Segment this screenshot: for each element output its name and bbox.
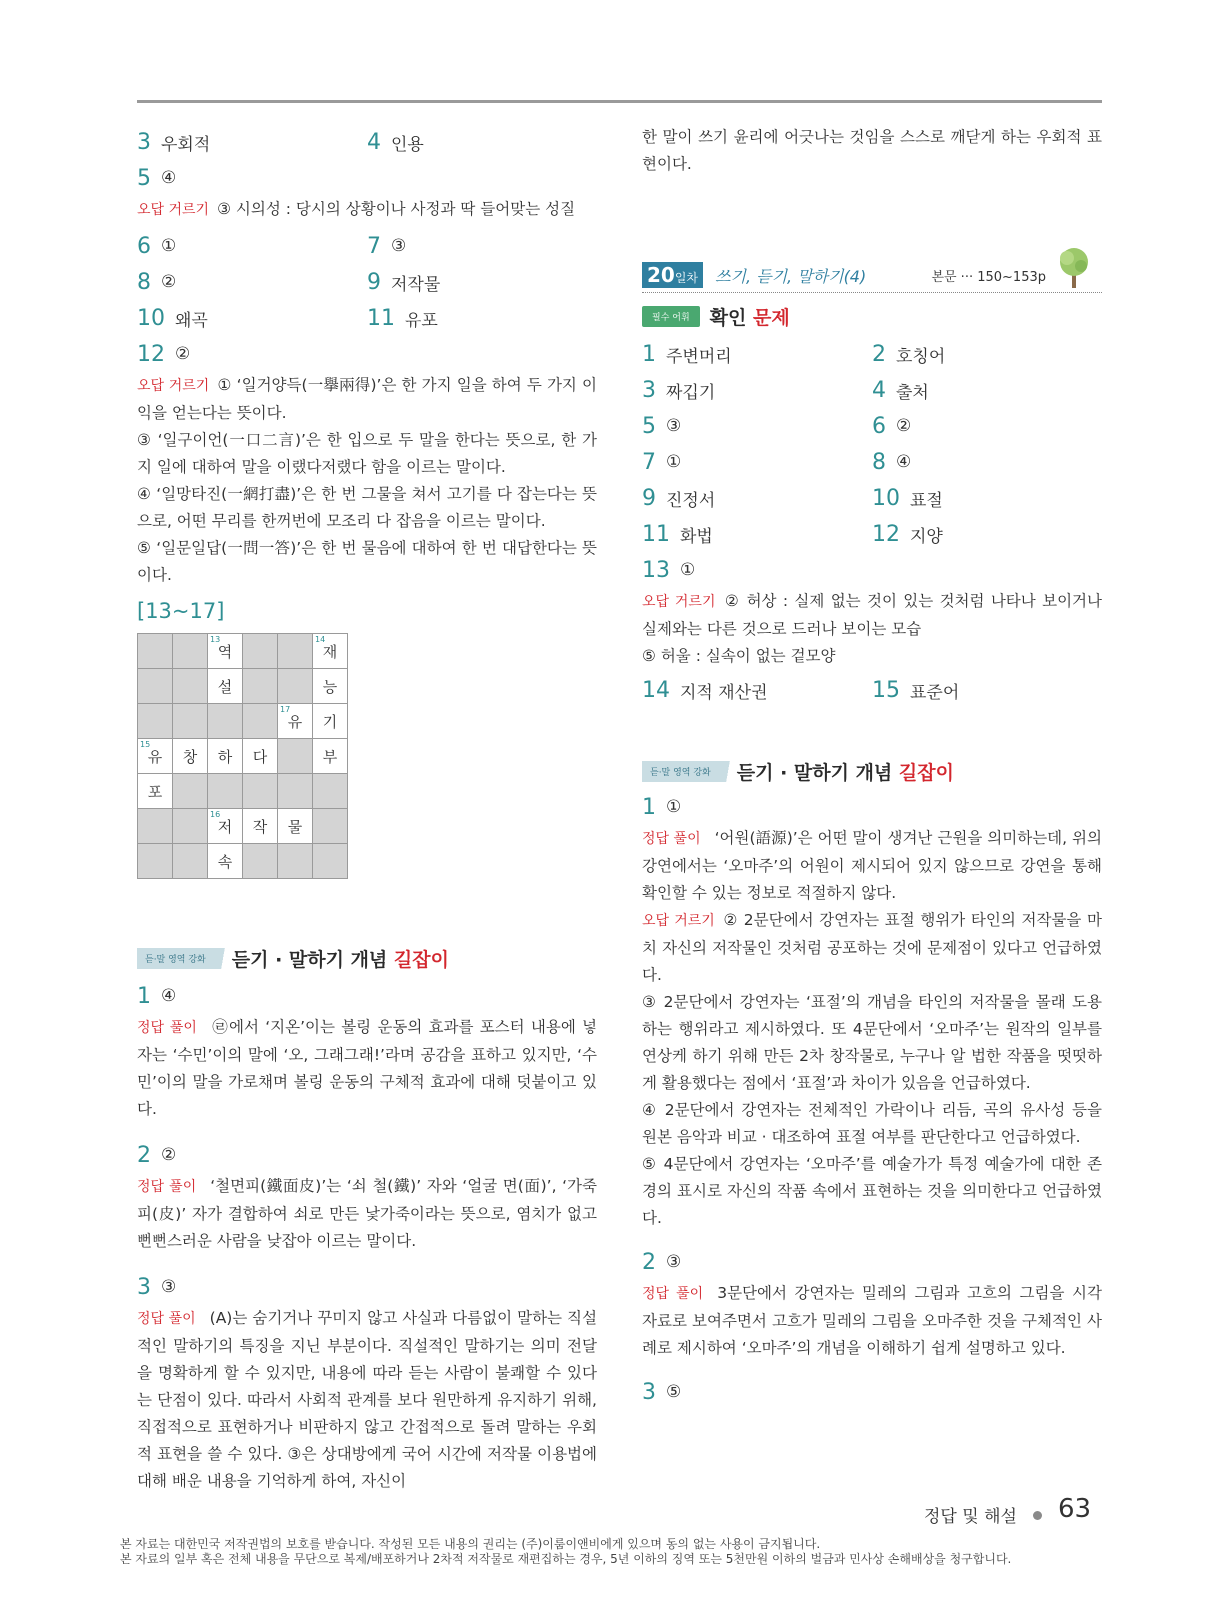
answer-item bbox=[642, 414, 872, 439]
answer-number: 3 bbox=[137, 1274, 151, 1300]
answer-number: 8 bbox=[872, 449, 886, 475]
answer-value: 표준어 bbox=[910, 682, 960, 703]
answer-number: 12 bbox=[872, 521, 900, 547]
answer-number: 14 bbox=[642, 677, 670, 703]
page-number: 63 bbox=[1058, 1494, 1092, 1524]
crossword-blank-cell bbox=[138, 704, 173, 739]
note-text: ‘어원(語源)’은 어떤 말이 생겨난 근원을 의미하는데, 위의 강연에서는 ‘오마주’의 어원이 제시되어 있지 않으므로 강연을 통해 확인할 수 있는 정보로 적절하지 않다. bbox=[642, 829, 1103, 902]
note-line: ③ 2문단에서 강연자는 ‘표절’의 개념을 타인의 저작물을 몰래 도용하는 행위라고 제시하였다. 또 4문단에서 ‘오마주’는 원작의 일부를 연상케 하기 위해 만든 2차 창작물로, 누구나 알 법한 작품을 떳떳하게 활용했다는 점에서 ‘표절’과 차이가 있음을 언급하였다. bbox=[642, 993, 1102, 1092]
answer-value: ③ bbox=[391, 236, 407, 256]
answer-number: 10 bbox=[137, 305, 165, 331]
day-unit: 일차 bbox=[674, 271, 699, 285]
crossword-letter: 물 bbox=[287, 817, 303, 836]
answer-item bbox=[642, 450, 872, 475]
answer-number: 15 bbox=[872, 677, 900, 703]
answer-number: 2 bbox=[872, 341, 886, 367]
answer-number: 6 bbox=[137, 233, 151, 259]
crossword-blank-cell bbox=[138, 669, 173, 704]
answer-row bbox=[137, 124, 597, 160]
answer-value: 저작물 bbox=[391, 274, 441, 295]
answer-number: 13 bbox=[642, 557, 670, 583]
crossword-letter: 하 bbox=[217, 747, 233, 766]
section-title-accent: 문제 bbox=[752, 307, 790, 329]
note-line: ⑤ ‘일문일답(一問一答)’은 한 번 물음에 대하여 한 번 대답한다는 뜻이다. bbox=[137, 539, 597, 584]
crossword-row bbox=[138, 774, 348, 809]
note-tag: 정답 풀이 bbox=[642, 831, 701, 847]
answer-item bbox=[642, 558, 695, 583]
crossword-letter: 기 bbox=[322, 712, 338, 731]
note-tag: 정답 풀이 bbox=[642, 1286, 704, 1302]
crossword-clue-number: 13 bbox=[210, 635, 221, 644]
section-badge: 듣·말 영역 강화 bbox=[137, 948, 220, 969]
crossword-cell bbox=[138, 739, 173, 774]
answer-row bbox=[642, 789, 1102, 825]
crossword-cell bbox=[313, 704, 348, 739]
answer-item bbox=[137, 1143, 176, 1168]
crossword-cell bbox=[208, 669, 243, 704]
crossword-row bbox=[138, 669, 348, 704]
answer-value: ② bbox=[896, 416, 912, 436]
crossword-blank-cell bbox=[313, 844, 348, 879]
crossword-cell bbox=[278, 704, 313, 739]
answer-row bbox=[642, 372, 1102, 408]
answer-number: 3 bbox=[137, 129, 151, 155]
note-text: ㉣에서 ‘지온’이는 볼링 운동의 효과를 포스터 내용에 넣자는 ‘수민’이의 말에 ‘오, 그래그래!’라며 공감을 표하고 있지만, ‘수민’이의 말을 가로채며 볼링 운동의 구체적 효과에 대해 덧붙이고 있다. bbox=[137, 1018, 598, 1118]
answer-row bbox=[137, 1269, 597, 1305]
note-line: ⑤ 4문단에서 강연자는 ‘오마주’를 예술가가 특정 예술가에 대한 존경의 표시로 자신의 작품 속에서 표현하는 것을 의미한다고 언급하였다. bbox=[642, 1155, 1102, 1227]
wrong-answer-note bbox=[137, 372, 597, 427]
answer-item bbox=[642, 486, 872, 511]
answer-item bbox=[137, 270, 367, 295]
answer-number: 2 bbox=[137, 1142, 151, 1168]
crossword-cell bbox=[208, 809, 243, 844]
crossword-letter: 부 bbox=[322, 747, 338, 766]
tree-icon bbox=[1052, 244, 1096, 290]
crossword-blank-cell bbox=[173, 809, 208, 844]
answer-item bbox=[137, 130, 367, 155]
answer-value: 화법 bbox=[680, 526, 713, 547]
answer-row bbox=[642, 480, 1102, 516]
answer-value: ④ bbox=[896, 452, 912, 472]
crossword-blank-cell bbox=[173, 844, 208, 879]
answer-grid bbox=[642, 336, 1102, 588]
crossword-blank-cell bbox=[313, 774, 348, 809]
crossword-blank-cell bbox=[243, 634, 278, 669]
crossword-cell bbox=[243, 809, 278, 844]
answer-number: 1 bbox=[137, 983, 151, 1009]
answer-value: 진정서 bbox=[666, 490, 716, 511]
answer-value: 지적 재산권 bbox=[680, 682, 768, 703]
note-tag: 정답 풀이 bbox=[137, 1311, 196, 1327]
crossword-letter: 설 bbox=[217, 677, 233, 696]
crossword-blank-cell bbox=[313, 809, 348, 844]
crossword-cell bbox=[313, 669, 348, 704]
answer-item bbox=[137, 166, 176, 191]
answer-row bbox=[642, 516, 1102, 552]
answer-value: 우회적 bbox=[161, 134, 211, 155]
answer-row bbox=[642, 1374, 1102, 1410]
answer-row bbox=[642, 1244, 1102, 1280]
answer-number: 11 bbox=[367, 305, 395, 331]
answer-value: ③ bbox=[161, 1277, 177, 1297]
day-header bbox=[642, 262, 1102, 293]
page-reference: 본문 ··· 150~153p bbox=[931, 269, 1046, 285]
copyright-line: 본 자료의 일부 혹은 전체 내용을 무단으로 복제/배포하거나 2차적 저작물로 재편집하는 경우, 5년 이하의 징역 또는 5천만원 이하의 벌금과 민사상 손해배상을 청구합니다. bbox=[120, 1552, 1012, 1566]
left-column bbox=[137, 124, 597, 1495]
answer-number: 7 bbox=[642, 449, 656, 475]
crossword-clue-number: 17 bbox=[280, 705, 291, 714]
answer-number: 9 bbox=[367, 269, 381, 295]
continuation-text: 한 말이 쓰기 윤리에 어긋나는 것임을 스스로 깨닫게 하는 우회적 표현이다. bbox=[642, 128, 1102, 173]
answer-row bbox=[137, 1137, 597, 1173]
crossword-cell bbox=[173, 739, 208, 774]
answer-item bbox=[872, 414, 1102, 439]
answer-item bbox=[642, 522, 872, 547]
answer-row bbox=[642, 408, 1102, 444]
solution-note bbox=[642, 1280, 1102, 1362]
wrong-answer-note bbox=[642, 907, 1102, 989]
crossword-blank-cell bbox=[208, 704, 243, 739]
answer-number: 1 bbox=[642, 794, 656, 820]
answer-value: ③ bbox=[666, 1252, 682, 1272]
copyright-line: 본 자료는 대한민국 저작권법의 보호를 받습니다. 작성된 모든 내용의 권리는 (주)이룸이앤비에게 있으며 동의 없는 사용이 금지됩니다. bbox=[120, 1537, 821, 1551]
crossword-letter: 재 bbox=[322, 642, 338, 661]
solution-note bbox=[137, 1014, 597, 1123]
answer-value: ② bbox=[175, 344, 191, 364]
crossword-cell bbox=[208, 739, 243, 774]
crossword-blank-cell bbox=[243, 844, 278, 879]
answer-value: ④ bbox=[161, 986, 177, 1006]
solution-note bbox=[642, 825, 1102, 907]
answer-value: 인용 bbox=[391, 134, 424, 155]
answer-item bbox=[137, 1275, 176, 1300]
crossword-range: [13~17] bbox=[137, 599, 225, 623]
crossword-row bbox=[138, 739, 348, 774]
section-badge: 듣·말 영역 강화 bbox=[642, 761, 725, 782]
answer-item bbox=[137, 234, 367, 259]
crossword-blank-cell bbox=[173, 669, 208, 704]
answer-item bbox=[367, 270, 597, 295]
answer-item bbox=[872, 378, 1102, 403]
crossword-blank-cell bbox=[138, 809, 173, 844]
answer-value: ⑤ bbox=[666, 1382, 682, 1402]
crossword-letter: 유 bbox=[147, 747, 163, 766]
answer-number: 4 bbox=[872, 377, 886, 403]
section-title-accent: 길잡이 bbox=[393, 949, 449, 971]
answer-value: 호칭어 bbox=[896, 346, 946, 367]
answer-item bbox=[642, 1250, 681, 1275]
section-title-main: 확인 bbox=[709, 307, 747, 329]
crossword-blank-cell bbox=[243, 774, 278, 809]
section-title-accent: 길잡이 bbox=[898, 762, 954, 784]
crossword-cell bbox=[208, 844, 243, 879]
note-line: ④ ‘일망타진(一網打盡)’은 한 번 그물을 쳐서 고기를 다 잡는다는 뜻으로, 어떤 무리를 한꺼번에 모조리 다 잡음을 이르는 말이다. bbox=[137, 485, 597, 530]
answer-value: ① bbox=[161, 236, 177, 256]
answer-value: ① bbox=[666, 452, 682, 472]
note-line: ④ 2문단에서 강연자는 전체적인 가락이나 리듬, 곡의 유사성 등을 원본 음악과 비교 · 대조하여 표절 여부를 판단한다고 언급하였다. bbox=[642, 1101, 1102, 1146]
answer-item bbox=[872, 486, 1102, 511]
crossword-blank-cell bbox=[138, 634, 173, 669]
footer-title: 정답 및 해설 bbox=[924, 1507, 1017, 1527]
crossword-cell bbox=[313, 634, 348, 669]
note-tag: 정답 풀이 bbox=[137, 1179, 197, 1195]
answer-number: 6 bbox=[872, 413, 886, 439]
answer-item bbox=[367, 234, 597, 259]
note-text: ‘철면피(鐵面皮)’는 ‘쇠 철(鐵)’ 자와 ‘얼굴 면(面)’, ‘가죽 피(皮)’ 자가 결합하여 쇠로 만든 낯가죽이라는 뜻으로, 염치가 없고 뻔뻔스러운 사람을 낮잡아 이르는 말이다. bbox=[137, 1177, 597, 1250]
answer-number: 1 bbox=[642, 341, 656, 367]
answer-item bbox=[137, 342, 190, 367]
note-text: (A)는 숨기거나 꾸미지 않고 사실과 다름없이 말하는 직설적인 말하기의 특징을 지닌 부분이다. 직설적인 말하기는 의미 전달을 명확하게 할 수 있지만, 내용에 따라 듣는 사람이 불쾌할 수 있다는 단점이 있다. 따라서 사회적 관계를 보다 원만하게 유지하기 위해, 직접적으로 표현하거나 비판하지 않고 간접적으로 돌려 말하는 우회적 표현을 쓸 수 있다. ③은 상대방에게 국어 시간에 저작물 이용법에 대해 배운 내용을 기억하게 하여, 자신이 bbox=[137, 1309, 597, 1490]
answer-row bbox=[642, 672, 1102, 708]
crossword-letter: 역 bbox=[217, 642, 233, 661]
answer-item bbox=[642, 342, 872, 367]
crossword-cell bbox=[278, 809, 313, 844]
answer-value: ② bbox=[161, 1145, 177, 1165]
answer-value: 지양 bbox=[910, 526, 943, 547]
section-title-main: 듣기 · 말하기 개념 bbox=[231, 949, 388, 971]
section-header bbox=[137, 945, 597, 972]
answer-item bbox=[367, 130, 597, 155]
solution-note bbox=[137, 1305, 597, 1495]
answer-item bbox=[872, 342, 1102, 367]
answer-number: 4 bbox=[367, 129, 381, 155]
note-line: ② 2문단에서 강연자는 표절 행위가 타인의 저작물을 마치 자신의 저작물인 것처럼 공포하는 것에 문제점이 있다고 언급하였다. bbox=[642, 911, 1102, 984]
section-title bbox=[737, 758, 954, 785]
answer-item bbox=[367, 306, 597, 331]
crossword-letter: 유 bbox=[287, 712, 303, 731]
answer-number: 9 bbox=[642, 485, 656, 511]
section-header bbox=[642, 758, 1102, 785]
crossword-blank-cell bbox=[278, 669, 313, 704]
crossword-blank-cell bbox=[173, 774, 208, 809]
answer-item bbox=[137, 984, 176, 1009]
answer-item bbox=[642, 795, 681, 820]
crossword-blank-cell bbox=[243, 704, 278, 739]
crossword-blank-cell bbox=[243, 669, 278, 704]
section-badge: 필수 어휘 bbox=[642, 306, 700, 327]
crossword-blank-cell bbox=[278, 844, 313, 879]
section-title bbox=[232, 945, 449, 972]
answer-row bbox=[137, 300, 597, 336]
answer-row bbox=[137, 228, 597, 264]
top-rule bbox=[137, 100, 1102, 103]
answer-value: 표절 bbox=[910, 490, 943, 511]
crossword-letter: 작 bbox=[252, 817, 268, 836]
note-line: ⑤ 허울 : 실속이 없는 겉모양 bbox=[642, 647, 836, 665]
answer-value: ① bbox=[666, 797, 682, 817]
wrong-answer-note bbox=[642, 588, 1102, 643]
crossword-row bbox=[138, 634, 348, 669]
section-title bbox=[710, 303, 790, 330]
crossword-cell bbox=[138, 774, 173, 809]
crossword-letter: 포 bbox=[147, 782, 163, 801]
answer-number: 8 bbox=[137, 269, 151, 295]
answer-value: 출처 bbox=[896, 382, 929, 403]
section-header bbox=[642, 303, 1102, 330]
answer-item bbox=[872, 678, 1102, 703]
crossword-grid bbox=[137, 633, 348, 879]
crossword-cell bbox=[243, 739, 278, 774]
answer-item bbox=[642, 678, 872, 703]
answer-number: 2 bbox=[642, 1249, 656, 1275]
note-line: ① ‘일거양득(一擧兩得)’은 한 가지 일을 하여 두 가지 이익을 얻는다는 뜻이다. bbox=[137, 376, 597, 422]
note-tag: 정답 풀이 bbox=[137, 1020, 197, 1036]
note-text: 3문단에서 강연자는 밀레의 그림과 고흐의 그림을 시각 자료로 보여주면서 고흐가 밀레의 그림을 오마주한 것을 구체적인 사례로 제시하여 ‘오마주’의 개념을 이해하기 쉽게 설명하고 있다. bbox=[642, 1284, 1103, 1357]
section-title-main: 듣기 · 말하기 개념 bbox=[736, 762, 893, 784]
answer-number: 10 bbox=[872, 485, 900, 511]
day-number: 20 bbox=[647, 263, 675, 287]
note-tag: 오답 거르기 bbox=[642, 594, 716, 610]
answer-item bbox=[872, 522, 1102, 547]
answer-value: 짜깁기 bbox=[666, 382, 716, 403]
answer-item bbox=[137, 306, 367, 331]
crossword-letter: 능 bbox=[322, 677, 338, 696]
answer-number: 11 bbox=[642, 521, 670, 547]
answer-value: 유포 bbox=[405, 310, 438, 331]
note-tag: 오답 거르기 bbox=[137, 202, 210, 218]
answer-row bbox=[137, 978, 597, 1014]
answer-item bbox=[872, 450, 1102, 475]
answer-value: ③ bbox=[666, 416, 682, 436]
note-text: ③ 시의성 : 당시의 상황이나 사정과 딱 들어맞는 성질 bbox=[217, 200, 576, 218]
crossword-letter: 다 bbox=[252, 747, 268, 766]
wrong-answer-note bbox=[137, 196, 597, 224]
solution-note bbox=[137, 1173, 597, 1255]
crossword-clue-number: 16 bbox=[210, 810, 221, 819]
answer-value: ② bbox=[161, 272, 177, 292]
crossword-blank-cell bbox=[138, 844, 173, 879]
note-tag: 오답 거르기 bbox=[642, 913, 715, 929]
answer-number: 3 bbox=[642, 1379, 656, 1405]
answer-number: 3 bbox=[642, 377, 656, 403]
note-tag: 오답 거르기 bbox=[137, 378, 210, 394]
answer-number: 7 bbox=[367, 233, 381, 259]
crossword-letter: 속 bbox=[217, 852, 233, 871]
answer-row bbox=[137, 336, 597, 372]
crossword-blank-cell bbox=[278, 634, 313, 669]
crossword-row bbox=[138, 809, 348, 844]
crossword-letter: 창 bbox=[182, 747, 198, 766]
answer-row bbox=[137, 160, 597, 196]
note-line: ③ ‘일구이언(一口二言)’은 한 입으로 두 말을 한다는 뜻으로, 한 가지 일에 대하여 말을 이랬다저랬다 함을 이르는 말이다. bbox=[137, 431, 597, 476]
answer-value: ④ bbox=[161, 168, 177, 188]
crossword-clue-number: 15 bbox=[140, 740, 151, 749]
crossword-cell bbox=[313, 739, 348, 774]
answer-item bbox=[642, 378, 872, 403]
right-column bbox=[642, 124, 1102, 1410]
crossword-blank-cell bbox=[278, 774, 313, 809]
crossword-blank-cell bbox=[278, 739, 313, 774]
answer-row bbox=[642, 444, 1102, 480]
crossword-row bbox=[138, 844, 348, 879]
day-topic: 쓰기, 듣기, 말하기(4) bbox=[715, 266, 867, 286]
crossword-blank-cell bbox=[173, 704, 208, 739]
crossword-cell bbox=[208, 634, 243, 669]
crossword-blank-cell bbox=[173, 634, 208, 669]
answer-number: 5 bbox=[137, 165, 151, 191]
copyright-notice bbox=[120, 1537, 1120, 1567]
note-line: ② 허상 : 실제 없는 것이 있는 것처럼 나타나 보이거나 실제와는 다른 것으로 드러나 보이는 모습 bbox=[642, 592, 1102, 638]
answer-number: 12 bbox=[137, 341, 165, 367]
answer-row bbox=[642, 336, 1102, 372]
crossword-clue-number: 14 bbox=[315, 635, 326, 644]
footer-bullet-icon bbox=[1033, 1511, 1042, 1520]
answer-value: 주변머리 bbox=[666, 346, 732, 367]
answer-row bbox=[137, 264, 597, 300]
crossword-row bbox=[138, 704, 348, 739]
answer-item bbox=[642, 1380, 681, 1405]
answer-value: ① bbox=[680, 560, 696, 580]
day-badge bbox=[642, 262, 703, 288]
answer-row bbox=[642, 552, 1102, 588]
answer-value: 왜곡 bbox=[175, 310, 208, 331]
crossword-blank-cell bbox=[208, 774, 243, 809]
crossword-letter: 저 bbox=[217, 817, 233, 836]
answer-number: 5 bbox=[642, 413, 656, 439]
